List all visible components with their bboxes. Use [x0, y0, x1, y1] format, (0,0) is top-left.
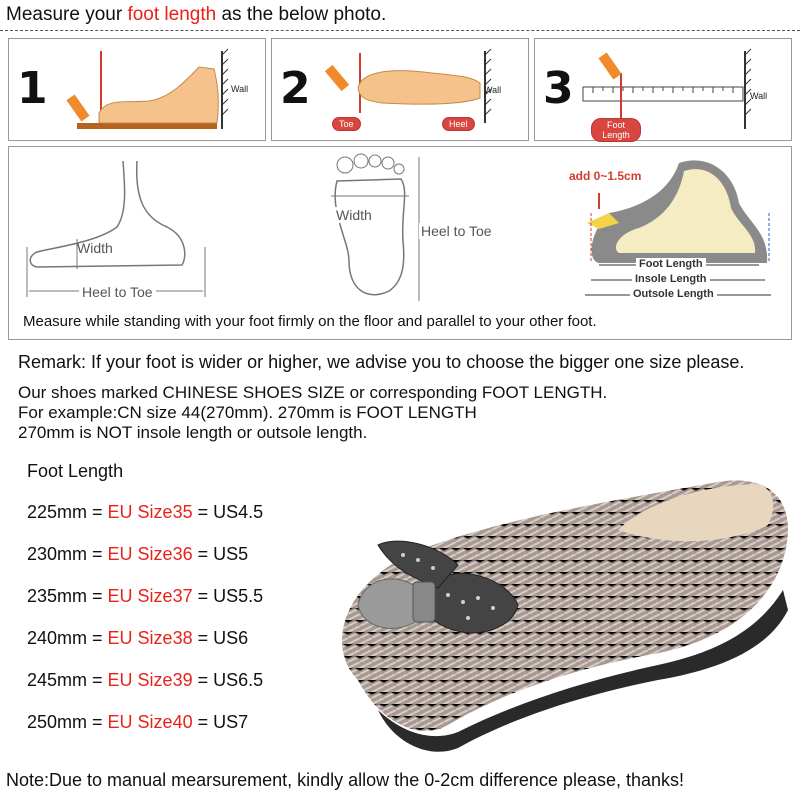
measure-instruction: Measure while standing with your foot firmly on the floor and parallel to your other foot.: [23, 313, 597, 330]
pencil-icon: [66, 94, 89, 121]
outsole-length-dim-label: Outsole Length: [630, 288, 717, 300]
sole-width-label: Width: [336, 207, 372, 223]
size-row: [27, 502, 263, 523]
step-3-wall-label: Wall: [750, 91, 768, 101]
bottom-note: Note:Due to manual mearsurement, kindly allow the 0-2cm difference please, thanks!: [6, 770, 685, 790]
header-highlight: foot length: [127, 4, 217, 25]
step-3-number: 3: [543, 63, 574, 114]
side-width-label: Width: [77, 240, 113, 256]
remark-text: Remark: If your foot is wider or higher, we advise you to choose the bigger one size please.: [18, 352, 745, 372]
step-3-panel: [534, 38, 792, 141]
size-eu: EU Size38: [107, 628, 193, 648]
size-eu: EU Size37: [107, 586, 193, 606]
size-eu: EU Size39: [107, 670, 193, 690]
size-eq: =: [192, 712, 214, 732]
header-post: as the below photo.: [216, 4, 387, 25]
size-row: [27, 712, 248, 733]
measure-diagram-panel: [8, 146, 792, 340]
floor: [77, 123, 217, 129]
note-line-2: For example:CN size 44(270mm). 270mm is FOOT LENGTH: [18, 403, 477, 422]
toe-badge: Toe: [332, 117, 361, 131]
size-eq: =: [192, 628, 214, 648]
pencil-icon: [325, 65, 349, 91]
size-eq: =: [87, 502, 108, 522]
step-2-panel: [271, 38, 529, 141]
side-heel-to-toe-label: Heel to Toe: [79, 284, 156, 300]
size-mm: 230mm: [27, 544, 88, 564]
size-eu: EU Size36: [107, 544, 193, 564]
size-eu: EU Size35: [107, 502, 193, 522]
step-1-wall-label: Wall: [231, 84, 249, 94]
pencil-icon: [598, 52, 621, 79]
size-mm: 240mm: [27, 628, 88, 648]
header-text: [6, 4, 386, 26]
shoe-photo: [318, 470, 796, 760]
size-us: US6: [213, 628, 249, 648]
foot-shape: [99, 67, 218, 123]
size-eq: =: [87, 670, 108, 690]
size-row: [27, 544, 248, 565]
size-mm: 245mm: [27, 670, 88, 690]
step-1-number: 1: [17, 63, 48, 114]
size-eq: =: [192, 544, 214, 564]
size-eq: =: [192, 670, 214, 690]
note-line-1: Our shoes marked CHINESE SHOES SIZE or corresponding FOOT LENGTH.: [18, 383, 608, 402]
header-pre: Measure your: [6, 4, 128, 25]
insole-length-dim-label: Insole Length: [632, 273, 710, 285]
sole-heel-to-toe-label: Heel to Toe: [421, 223, 492, 239]
foot-shape: [358, 71, 480, 104]
step-2-number: 2: [280, 63, 311, 114]
size-us: US7: [213, 712, 249, 732]
size-us: US5: [213, 544, 249, 564]
size-mm: 250mm: [27, 712, 88, 732]
size-row: [27, 586, 263, 607]
size-eu: EU Size40: [107, 712, 193, 732]
size-eq: =: [87, 628, 108, 648]
size-eq: =: [87, 586, 108, 606]
size-us: US4.5: [213, 502, 264, 522]
sole-illustration: [309, 151, 429, 311]
size-eq: =: [87, 544, 108, 564]
foot-length-badge: Foot Length: [591, 118, 641, 142]
step-1-panel: [8, 38, 266, 141]
size-eq: =: [192, 502, 214, 522]
size-table-title: Foot Length: [27, 461, 124, 481]
size-row: [27, 670, 263, 691]
size-mm: 235mm: [27, 586, 88, 606]
dashed-divider: [0, 30, 800, 31]
foot-length-dim-label: Foot Length: [636, 258, 706, 270]
heel-badge: Heel: [442, 117, 475, 131]
size-mm: 225mm: [27, 502, 88, 522]
add-clearance-label: add 0~1.5cm: [569, 169, 642, 183]
note-line-3: 270mm is NOT insole length or outsole length.: [18, 423, 368, 442]
size-eq: =: [87, 712, 108, 732]
size-us: US6.5: [213, 670, 264, 690]
size-us: US5.5: [213, 586, 264, 606]
step-2-wall-label: Wall: [484, 85, 502, 95]
size-eq: =: [192, 586, 214, 606]
size-row: [27, 628, 248, 649]
